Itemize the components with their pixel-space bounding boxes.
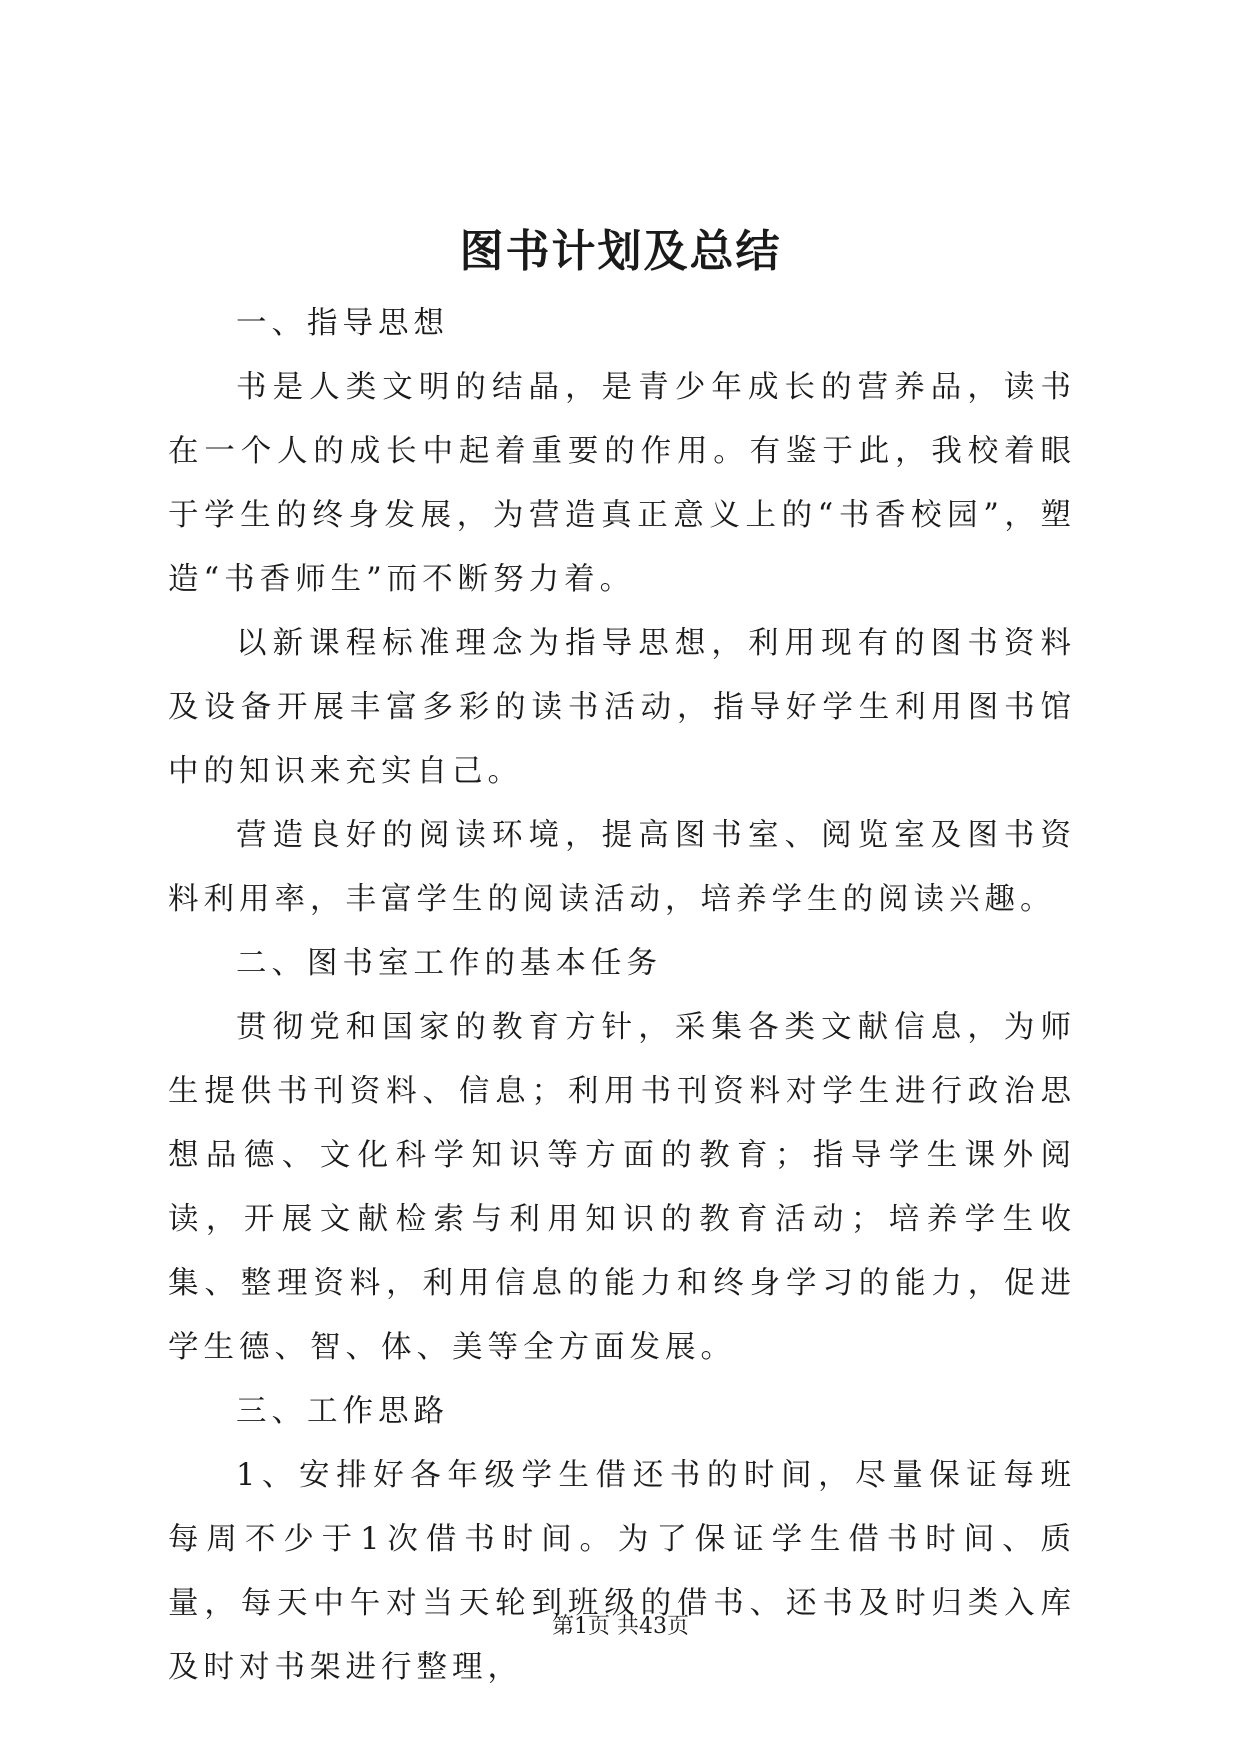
body-paragraph: 书是人类文明的结晶，是青少年成长的营养品，读书在一个人的成长中起着重要的作用。有鉴于此，我校着眼于学生的终身发展，为营造真正意义上的“书香校园”，塑造“书香师生”而不断努力着。	[168, 370, 1076, 597]
section-heading-guiding-thought: 一、指导思想	[236, 306, 449, 341]
document-body	[168, 292, 1076, 1700]
section-heading-basic-tasks: 二、图书室工作的基本任务	[236, 946, 662, 981]
body-paragraph: 营造良好的阅读环境，提高图书室、阅览室及图书资料利用率，丰富学生的阅读活动，培养学生的阅读兴趣。	[168, 818, 1076, 917]
body-paragraph: 贯彻党和国家的教育方针，采集各类文献信息，为师生提供书刊资料、信息；利用书刊资料对学生进行政治思想品德、文化科学知识等方面的教育；指导学生课外阅读，开展文献检索与利用知识的教育活动；培养学生收集、整理资料，利用信息的能力和终身学习的能力，促进学生德、智、体、美等全方面发展。	[168, 1010, 1076, 1365]
body-paragraph: 1、安排好各年级学生借还书的时间，尽量保证每班每周不少于1次借书时间。为了保证学生借书时间、质量，每天中午对当天轮到班级的借书、还书及时归类入库及时对书架进行整理，	[168, 1458, 1076, 1685]
section-heading-work-approach: 三、工作思路	[236, 1394, 449, 1429]
document-title: 图书计划及总结	[459, 226, 782, 277]
body-paragraph: 以新课程标准理念为指导思想，利用现有的图书资料及设备开展丰富多彩的读书活动，指导好学生利用图书馆中的知识来充实自己。	[168, 626, 1076, 789]
page-number-footer: 第1页 共43页	[552, 1614, 689, 1639]
